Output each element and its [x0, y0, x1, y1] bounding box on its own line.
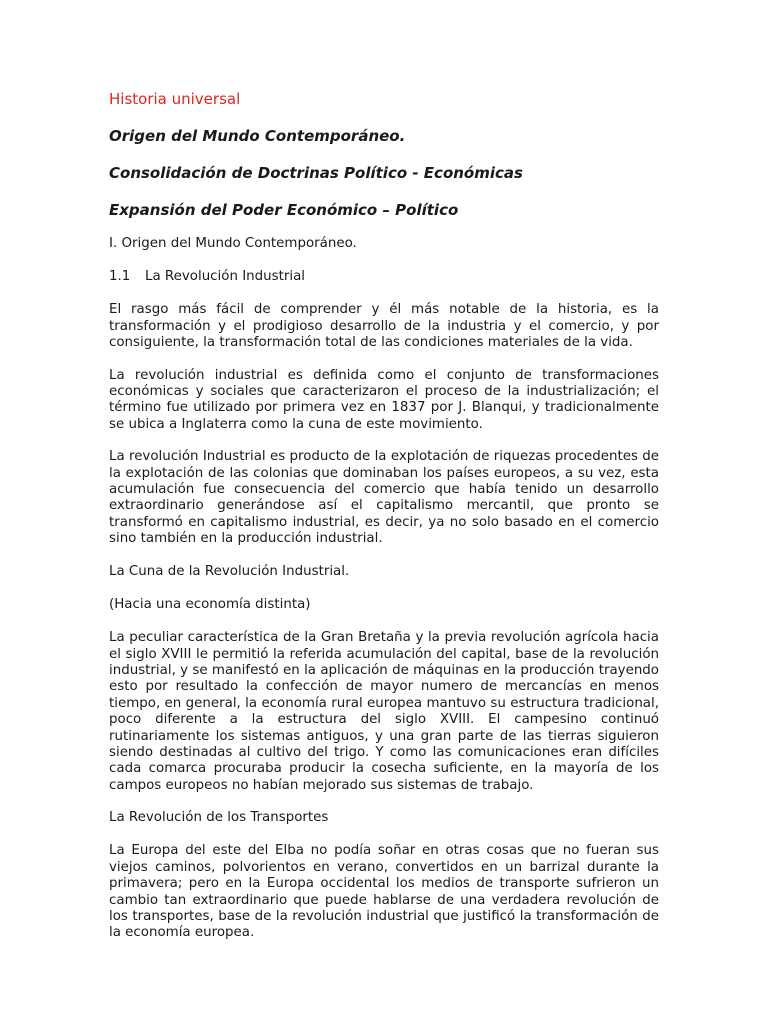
paragraph-cuna: La peculiar característica de la Gran Bretaña y la previa revolución agrícola hacia el siglo XVIII le permitió la referida acumulación del capital, base de la revolución industrial, y se manifestó en la aplicación de máquinas en la producción trayendo esto por resultado la confección de mayor numero de mercancías en menos tiempo, en general, la economía rural europea mantuvo su estructura tradicional, poco diferente a la estructura del siglo XVIII. El campesino continuó rutinariamente los sistemas antiguos, y una gran parte de las tierras siguieron siendo destinadas al cultivo del trigo. Y como las comunicaciones eran difíciles cada comarca procuraba producir la cosecha suficiente, en la mayoría de los campos europeos no habían mejorado sus sistemas de trabajo.: [109, 630, 659, 793]
section-number: 1.1: [109, 269, 131, 285]
paragraph-transportes: La Europa del este del Elba no podía soñar en otras cosas que no fueran sus viejos caminos, polvorientos en verano, convertidos en un barrizal durante la primavera; pero en la Europa occidental los medios de transporte sufrieron un cambio tan extraordinario que puede hablarse de una verdadera revolución de los transportes, base de la revolución industrial que justificó la transformación de la economía europea.: [109, 843, 659, 941]
paragraph-definicion: La revolución industrial es definida como el conjunto de transformaciones económicas y sociales que caracterizaron el proceso de la industrialización; el término fue utilizado por primera vez en 1837 por J. Blanqui, y tradicionalmente se ubica a Inglaterra como la cuna de este movimiento.: [109, 367, 659, 432]
heading-origen: Origen del Mundo Contemporáneo.: [109, 127, 406, 145]
subtitle-transportes: La Revolución de los Transportes: [109, 810, 329, 826]
section-roman-heading: I. Origen del Mundo Contemporáneo.: [109, 236, 357, 251]
document-title: Historia universal: [109, 90, 241, 108]
heading-expansion: Expansión del Poder Económico – Político: [109, 201, 459, 219]
section-label: La Revolución Industrial: [145, 269, 306, 285]
heading-consolidacion: Consolidación de Doctrinas Político - Económicas: [109, 164, 523, 182]
paragraph-producto: La revolución Industrial es producto de la explotación de riquezas procedentes de la explotación de las colonias que dominaban los países europeos, a su vez, esta acumulación fue consecuencia del comercio que había tenido un desarrollo extraordinario generándose así el capitalismo mercantil, que pronto se transformó en capitalismo industrial, es decir, ya no solo basado en el comercio sino también en la producción industrial.: [109, 449, 659, 547]
subtitle-cuna: La Cuna de la Revolución Industrial.: [109, 563, 350, 579]
document-page: [109, 88, 659, 958]
section-1-1-heading: [109, 269, 659, 285]
subtitle-hacia: (Hacia una economía distinta): [109, 596, 311, 612]
paragraph-rasgo: El rasgo más fácil de comprender y él más notable de la historia, es la transformación y el prodigioso desarrollo de la industria y el comercio, y por consiguiente, la transformación total de las condiciones materiales de la vida.: [109, 302, 659, 351]
